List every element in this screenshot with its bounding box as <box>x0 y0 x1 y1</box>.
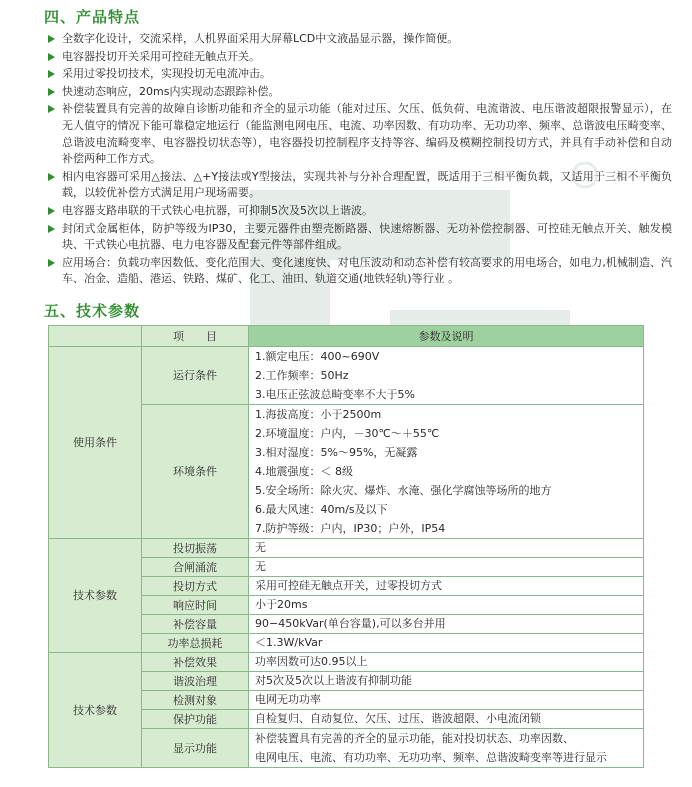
arrow-bullet-icon <box>48 259 55 267</box>
item-env-conditions: 环境条件 <box>142 404 249 538</box>
value-cell: 采用可控硅无触点开关，过零投切方式 <box>249 576 644 595</box>
value-cell: 自检复归、自动复位、欠压、过压、谐波超限、小电流闭锁 <box>249 709 644 728</box>
category-tech-1: 技术参数 <box>49 538 142 652</box>
value-cell: 功率因数可达0.95以上 <box>249 652 644 671</box>
header-blank <box>49 325 142 346</box>
category-usage: 使用条件 <box>49 346 142 538</box>
table-header-row <box>49 325 644 346</box>
item-display-function: 显示功能 <box>142 728 249 767</box>
item-cell: 保护功能 <box>142 709 249 728</box>
list-item: 电容器投切开关采用可控硅无触点开关。 <box>48 49 672 66</box>
item-cell: 补偿容量 <box>142 614 249 633</box>
value-cell: 90−450kVar(单台容量),可以多台并用 <box>249 614 644 633</box>
value-cell: ＜1.3W/kVar <box>249 633 644 652</box>
table-row <box>49 346 644 404</box>
value-cell: 对5次及5次以上谐波有抑制功能 <box>249 671 644 690</box>
item-run-conditions: 运行条件 <box>142 346 249 404</box>
value-run-conditions: 1.额定电压：400~690V 2.工作频率：50Hz 3.电压正弦波总畸变率不大于5% <box>249 346 644 404</box>
list-item: 快速动态响应，20ms内实现动态跟踪补偿。 <box>48 84 672 101</box>
features-title: 四、产品特点 <box>44 8 141 26</box>
value-cell: 无 <box>249 557 644 576</box>
arrow-bullet-icon <box>48 70 55 78</box>
list-item: 补偿装置具有完善的故障自诊断功能和齐全的显示功能（能对过压、欠压、低负荷、电流谐波、电压谐波超限报警显示），在无人值守的情况下能可靠稳定地运行（能监测电网电压、电流、功率因数、有功功率、无功功率、频率、总谐波电压畸变率、总谐波电流畸变率、电容器投切状态等），电容器投切控制程序支持等容、编码及模糊控制投切方式，并具有手动补偿和自动补偿两种工作方式。 <box>48 101 672 167</box>
arrow-bullet-icon <box>48 88 55 96</box>
item-cell: 功率总损耗 <box>142 633 249 652</box>
header-item: 项 目 <box>142 325 249 346</box>
value-env-conditions: 1.海拔高度：小于2500m 2.环境温度：户内，－30℃～＋55℃ 3.相对湿度：5%～95%，无凝露 4.地震强度：＜ 8级 5.安全场所：除火灾、爆炸、水淹、强化学腐蚀等场所的地方 6.最大风速：40m/s及以下 7.防护等级：户内，IP30；户外，IP54 <box>249 404 644 538</box>
list-item: 电容器支路串联的干式铁心电抗器，可抑制5次及5次以上谐波。 <box>48 203 672 220</box>
table-row <box>49 538 644 557</box>
arrow-bullet-icon <box>48 173 55 181</box>
params-table <box>48 325 644 768</box>
arrow-bullet-icon <box>48 225 55 233</box>
list-item: 全数字化设计，交流采样，人机界面采用大屏幕LCD中文液晶显示器，操作简便。 <box>48 31 672 48</box>
arrow-bullet-icon <box>48 207 55 215</box>
value-cell: 电网无功功率 <box>249 690 644 709</box>
list-item: 应用场合：负载功率因数低、变化范围大、变化速度快、对电压波动和动态补偿有较高要求的用电场合，如电力,机械制造、汽车、冶金、造船、港运、铁路、煤矿、化工、油田、轨道交通(地铁轻轨)等行业 。 <box>48 255 672 288</box>
item-cell: 响应时间 <box>142 595 249 614</box>
item-cell: 投切方式 <box>142 576 249 595</box>
params-title: 五、技术参数 <box>44 301 141 320</box>
value-display-function: 补偿装置具有完善的齐全的显示功能，能对投切状态、功率因数、 电网电压、电流、有功功率、无功功率、频率、总谐波畸变率等进行显示 <box>249 728 644 767</box>
item-cell: 谐波治理 <box>142 671 249 690</box>
list-item: 封闭式金属柜体，防护等级为IP30，主要元器件由塑壳断路器、快速熔断器、无功补偿控制器、可控硅无触点开关、触发模块、干式铁心电抗器、电力电容器及配套元件等部件组成。 <box>48 221 672 254</box>
feature-list <box>48 31 672 288</box>
item-cell: 检测对象 <box>142 690 249 709</box>
item-cell: 投切振荡 <box>142 538 249 557</box>
header-value: 参数及说明 <box>249 325 644 346</box>
value-cell: 小于20ms <box>249 595 644 614</box>
arrow-bullet-icon <box>48 35 55 43</box>
arrow-bullet-icon <box>48 53 55 61</box>
item-cell: 补偿效果 <box>142 652 249 671</box>
table-row <box>49 652 644 671</box>
value-cell: 无 <box>249 538 644 557</box>
category-tech-2: 技术参数 <box>49 652 142 767</box>
arrow-bullet-icon <box>48 105 55 113</box>
item-cell: 合闸涌流 <box>142 557 249 576</box>
list-item: 相内电容器可采用△接法、△+Y接法或Y型接法，实现共补与分补合理配置，既适用于三相平衡负载，又适用于三相不平衡负载，以较优补偿方式满足用户现场需要。 <box>48 169 672 202</box>
list-item: 采用过零投切技术，实现投切无电流冲击。 <box>48 66 672 83</box>
